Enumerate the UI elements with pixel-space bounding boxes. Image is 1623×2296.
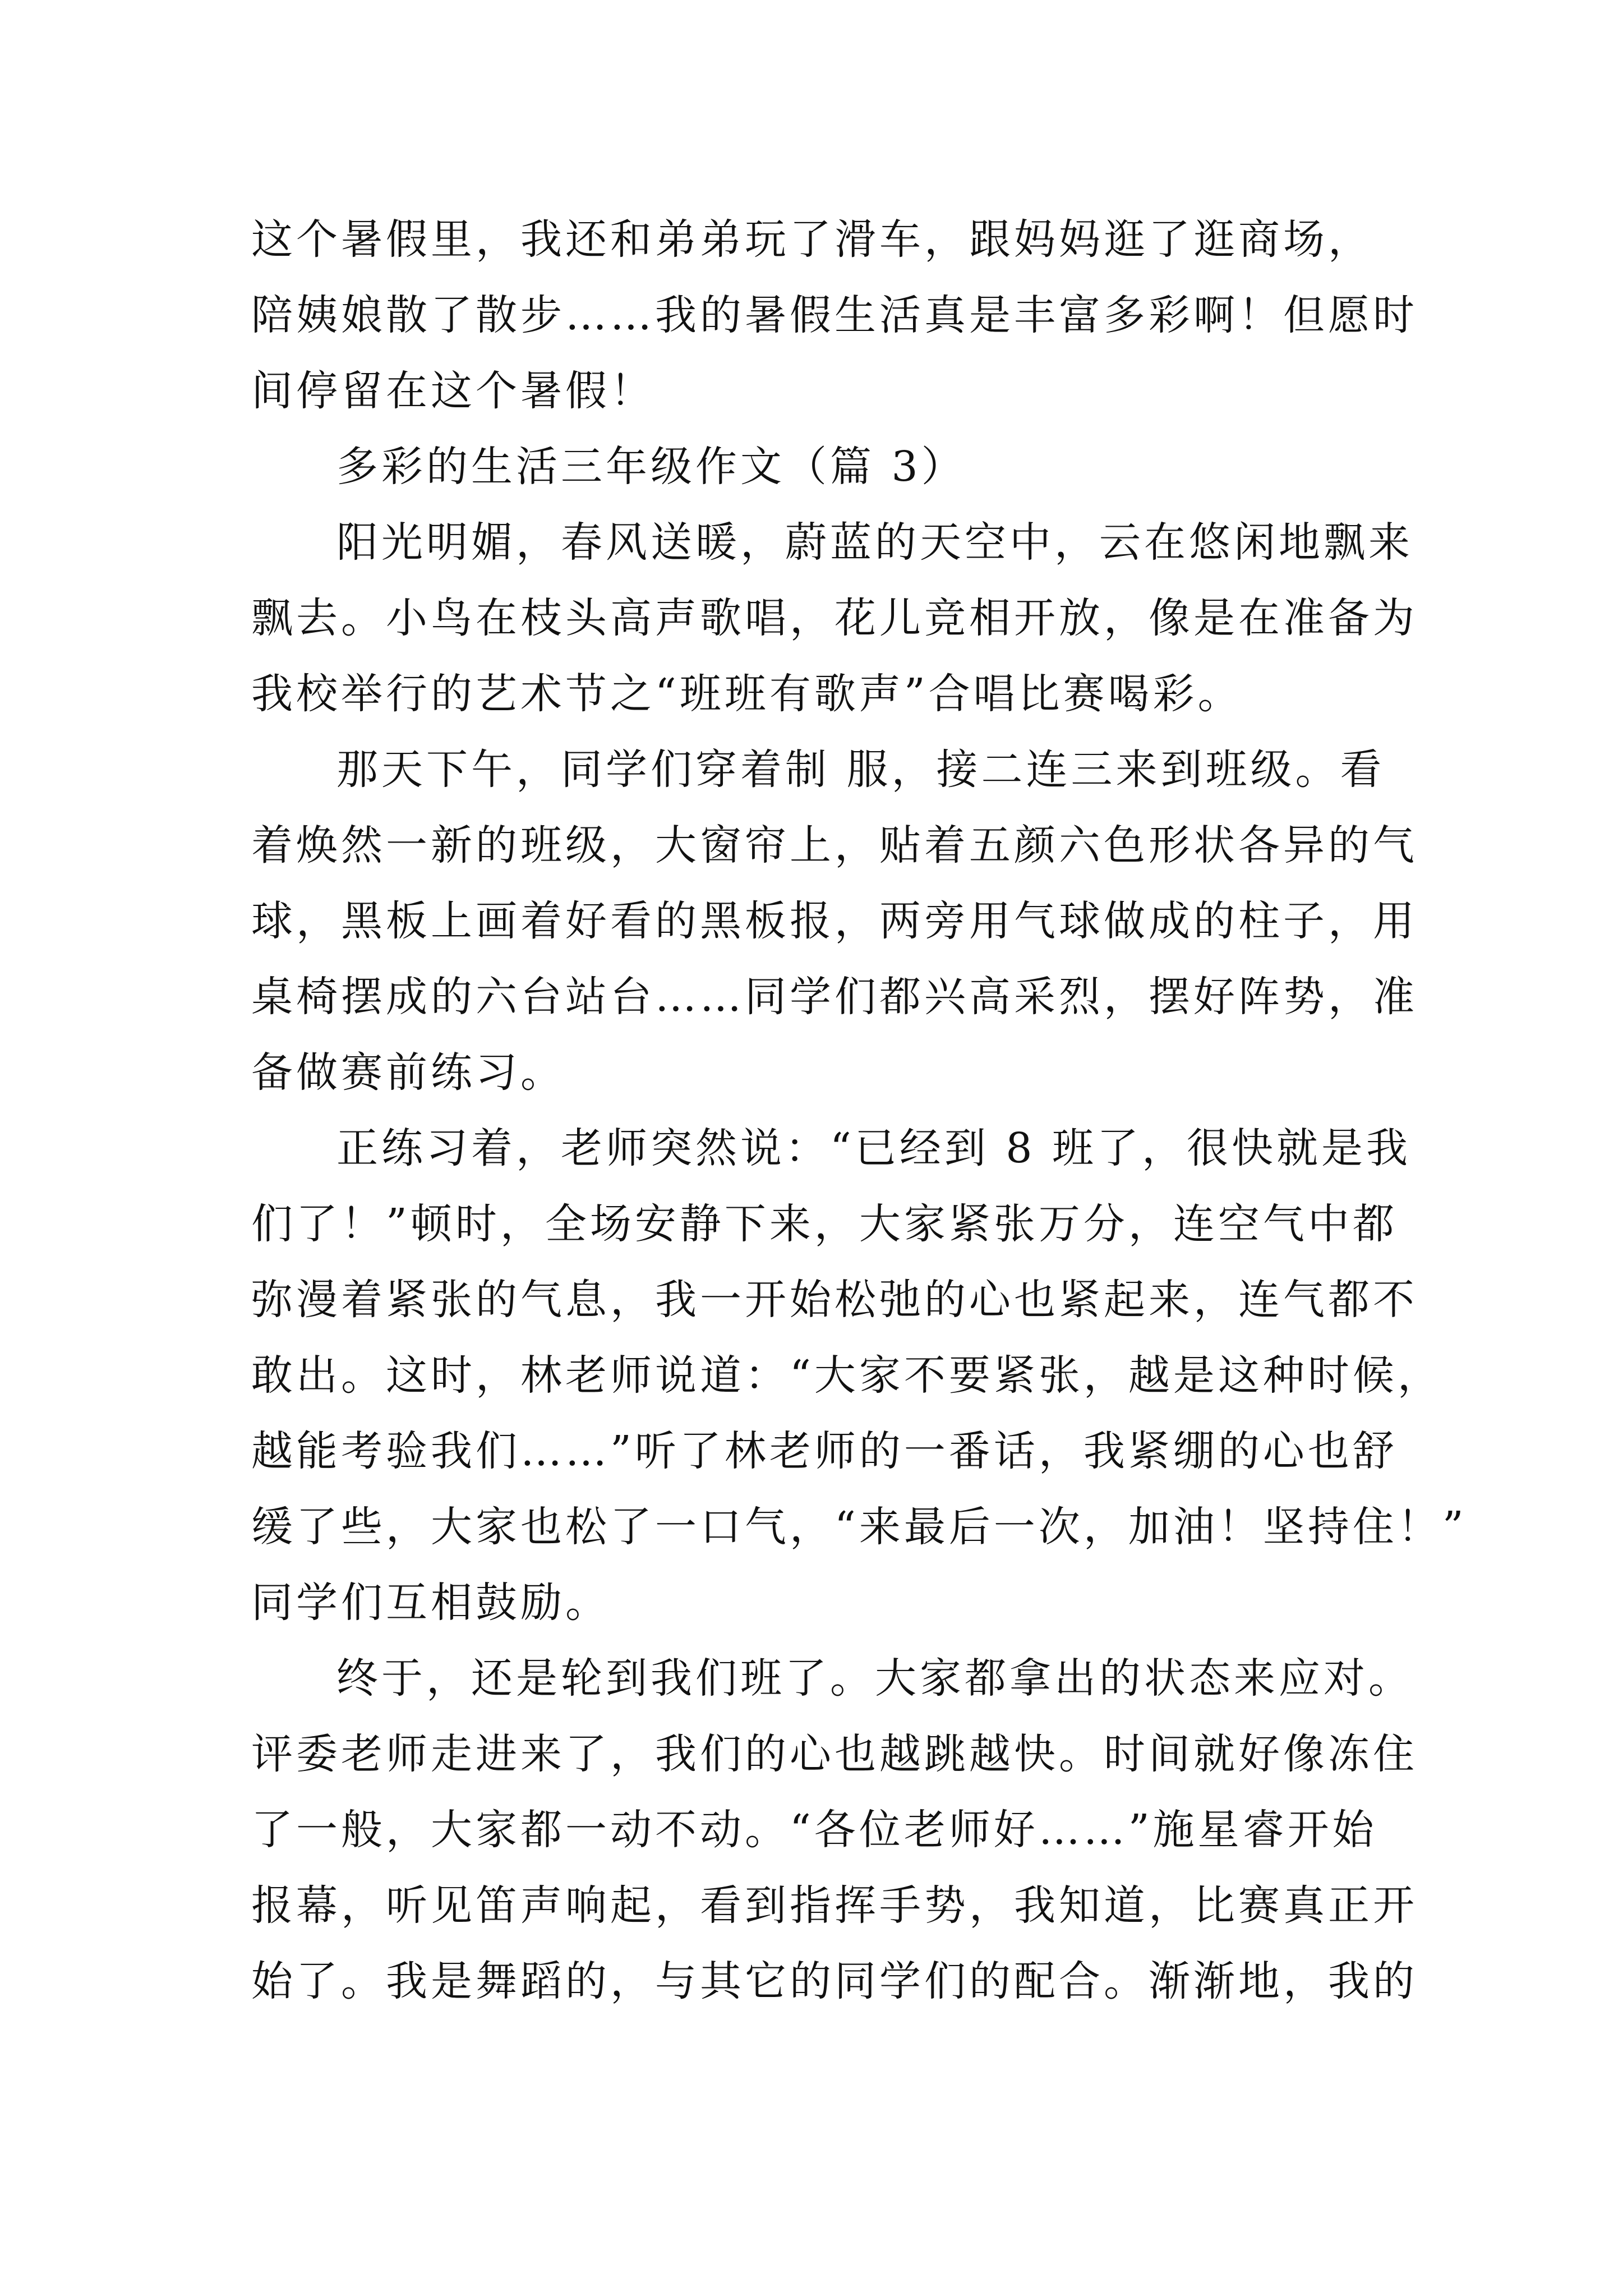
line-17: 越能考验我们……”听了林老师的一番话，我紧绷的心也舒	[251, 1427, 1398, 1475]
line-10: 球，黑板上画着好看的黑板报，两旁用气球做成的柱子，用	[251, 897, 1418, 945]
line-22: 了一般，大家都一动不动。“各位老师好……”施星睿开始	[251, 1806, 1377, 1854]
line-19: 同学们互相鼓励。	[251, 1579, 610, 1627]
section-heading: 多彩的生活三年级作文（篇 3）	[336, 443, 966, 491]
line-1: 这个暑假里，我还和弟弟玩了滑车，跟妈妈逛了逛商场，	[251, 215, 1373, 264]
line-18: 缓了些，大家也松了一口气，“来最后一次，加油！坚持住！”	[251, 1503, 1467, 1551]
line-20: 终于，还是轮到我们班了。大家都拿出的状态来应对。	[336, 1654, 1413, 1703]
line-15: 弥漫着紧张的气息，我一开始松弛的心也紧起来，连气都不	[251, 1276, 1418, 1324]
line-9: 着焕然一新的班级，大窗帘上，贴着五颜六色形状各异的气	[251, 821, 1418, 869]
line-24: 始了。我是舞蹈的，与其它的同学们的配合。渐渐地，我的	[251, 1957, 1418, 2005]
line-13: 正练习着，老师突然说：“已经到 8 班了，很快就是我	[336, 1124, 1411, 1172]
line-5: 阳光明媚，春风送暖，蔚蓝的天空中，云在悠闲地飘来	[336, 518, 1413, 567]
line-2: 陪姨娘散了散步……我的暑假生活真是丰富多彩啊！但愿时	[251, 291, 1418, 339]
line-16: 敢出。这时，林老师说道：“大家不要紧张，越是这种时候，	[251, 1351, 1442, 1400]
line-14: 们了！”顿时，全场安静下来，大家紧张万分，连空气中都	[251, 1200, 1398, 1248]
line-23: 报幕，听见笛声响起，看到指挥手势，我知道，比赛真正开	[251, 1881, 1418, 1930]
line-3: 间停留在这个暑假！	[251, 367, 655, 415]
line-21: 评委老师走进来了，我们的心也越跳越快。时间就好像冻住	[251, 1730, 1418, 1778]
line-6: 飘去。小鸟在枝头高声歌唱，花儿竞相开放，像是在准备为	[251, 594, 1418, 642]
line-7: 我校举行的艺术节之“班班有歌声”合唱比赛喝彩。	[251, 670, 1243, 718]
line-11: 桌椅摆成的六台站台……同学们都兴高采烈，摆好阵势，准	[251, 973, 1418, 1021]
line-12: 备做赛前练习。	[251, 1048, 565, 1097]
line-8: 那天下午，同学们穿着制 服，接二连三来到班级。看	[336, 746, 1385, 794]
